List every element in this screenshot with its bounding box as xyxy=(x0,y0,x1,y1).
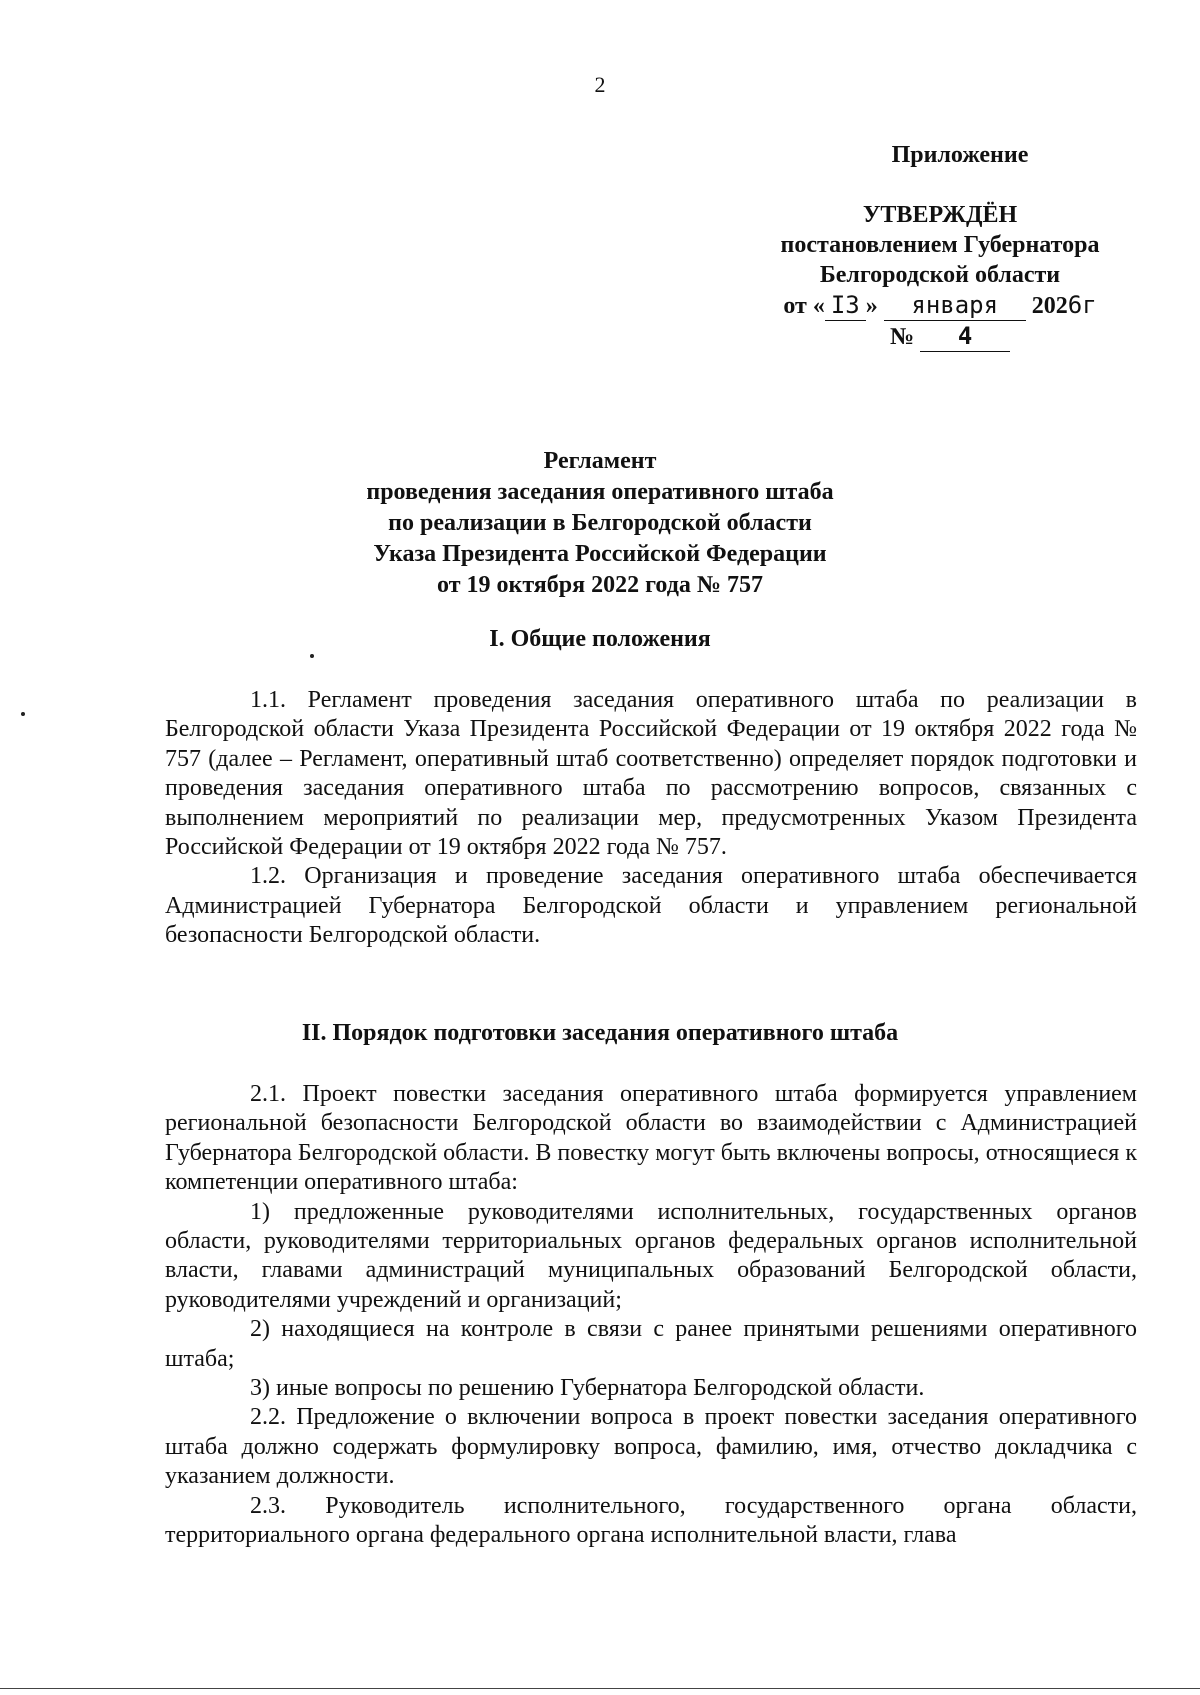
date-mid: » xyxy=(865,293,878,319)
page-number: 2 xyxy=(594,72,606,97)
document-title xyxy=(0,446,1200,601)
list-item-1: 1) предложенные руководителями исполнительных, государственных органов области, руководителями территориальных органов федеральных органов исполнительной власти, главами администраций муниципальных образований Белгородской области, руководителями учреждений и организаций; xyxy=(165,1198,1137,1313)
appendix-label: Приложение xyxy=(891,142,1029,168)
paragraph-2-2: 2.2. Предложение о включении вопроса в проект повестки заседания оперативного штаба должно содержать формулировку вопроса, фамилию, имя, отчество докладчика с указанием должности. xyxy=(165,1404,1137,1490)
title-line-3: по реализации в Белгородской области xyxy=(388,510,812,536)
paragraph-2-1: 2.1. Проект повестки заседания оперативного штаба формируется управлением региональной безопасности Белгородской области во взаимодействии с Администрацией Губернатора Белгородской области. В повестку могут быть включены вопросы, относящиеся к компетенции оперативного штаба: xyxy=(165,1081,1137,1196)
title-line-1: Регламент xyxy=(543,448,657,474)
section-2-heading: II. Порядок подготовки заседания оперативного штаба xyxy=(301,1020,899,1046)
approval-stamp xyxy=(740,140,1140,352)
paragraph-1-1: 1.1. Регламент проведения заседания оперативного штаба по реализации в Белгородской области Указа Президента Российской Федерации от 19 октября 2022 года № 757 (далее – Регламент, оперативный штаб соответственно) определяет порядок подготовки и проведения заседания оперативного штаба по рассмотрению вопросов, связанных с выполнением мероприятий по реализации мер, предусмотренных Указом Президента Российской Федерации от 19 октября 2022 года № 757. xyxy=(165,687,1137,861)
paragraph-1-2: 1.2. Организация и проведение заседания оперативного штаба обеспечивается Администрацией Губернатора Белгородской области и управлением региональной безопасности Белгородской области. xyxy=(165,863,1137,949)
title-line-2: проведения заседания оперативного штаба xyxy=(366,479,834,505)
list-item-3: 3) иные вопросы по решению Губернатора Белгородской области. xyxy=(250,1375,925,1402)
title-line-5: от 19 октября 2022 года № 757 xyxy=(437,572,763,598)
section-1-body xyxy=(165,686,1137,951)
scan-edge-line xyxy=(0,1688,1200,1689)
date-prefix: от « xyxy=(783,293,825,319)
paragraph-2-3: 2.3. Руководитель исполнительного, государственного органа области, территориального органа федерального органа исполнительной власти, глава xyxy=(165,1492,1137,1549)
scan-speck xyxy=(310,654,314,658)
approved-by-line1: постановлением Губернатора xyxy=(780,232,1100,258)
list-item-2: 2) находящиеся на контроле в связи с ранее принятыми решениями оперативного штаба; xyxy=(165,1316,1137,1372)
scan-speck xyxy=(21,712,25,716)
title-line-4: Указа Президента Российской Федерации xyxy=(373,541,827,567)
number-value: 4 xyxy=(920,321,1010,352)
date-day: I3 xyxy=(825,290,866,321)
year-digit: 6 xyxy=(1067,291,1083,319)
approval-number xyxy=(760,321,1140,352)
date-month: января xyxy=(884,290,1026,321)
approved-by-line2: Белгородской области xyxy=(819,262,1061,288)
year-prefix: 202 xyxy=(1031,293,1068,319)
year-suffix: г xyxy=(1082,291,1097,319)
section-1-heading: I. Общие положения xyxy=(489,626,711,652)
number-label: № xyxy=(889,324,915,350)
approval-date xyxy=(740,290,1140,321)
approved-label: УТВЕРЖДЁН xyxy=(862,202,1018,228)
section-2-body xyxy=(165,1080,1137,1551)
